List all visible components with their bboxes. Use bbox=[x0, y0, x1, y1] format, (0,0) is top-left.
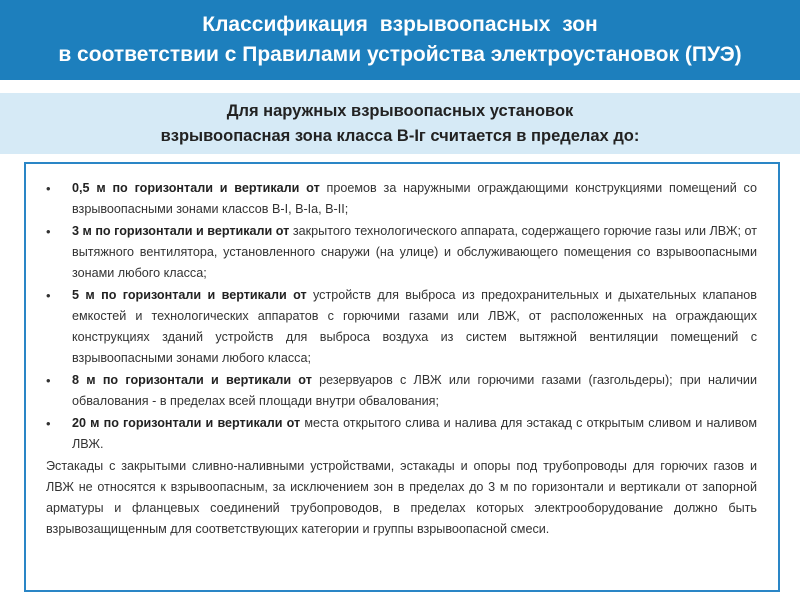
list-item bbox=[46, 413, 757, 455]
item-text: резервуаров с ЛВЖ или горючими газами (газгольдеры); при наличии обвалования - в пределах всей площади внутри обвалования; bbox=[72, 373, 757, 408]
list-item bbox=[46, 285, 757, 369]
bullet-icon: • bbox=[46, 288, 51, 303]
content-box bbox=[24, 162, 780, 592]
distance-lead: 20 м по горизонтали и вертикали от bbox=[72, 416, 301, 430]
item-text: закрытого технологического аппарата, содержащего горючие газы или ЛВЖ; от вытяжного вентилятора, установленного снаружи (на улице) и обслуживающего помещения со взрывоопасными зонами любого класса; bbox=[72, 224, 757, 280]
bullet-icon: • bbox=[46, 181, 51, 196]
subtitle-line-2: взрывоопасная зона класса В-Iг считается в пределах до: bbox=[160, 127, 640, 145]
note-paragraph: Эстакады с закрытыми сливно-наливными устройствами, эстакады и опоры под трубопроводы для горючих газов и ЛВЖ не относятся к взрывоопасным, за исключением зон в пределах до 3 м по горизонтали и вертикали от запорной арматуры и фланцевых соединений трубопроводов, в пределах которых электрооборудование должно быть взрывозащищенным для соответствующих категории и группы взрывоопасной смеси. bbox=[46, 459, 757, 536]
list-item bbox=[46, 370, 757, 412]
item-text: устройств для выброса из предохранительных и дыхательных клапанов емкостей и технологических аппаратов с горючими газами или ЛВЖ, от расположенных на ограждающих конструкциях зданий устройств для выброса воздуха из систем вытяжной вентиляции помещений с взрывоопасными зонами любого класса; bbox=[72, 288, 757, 365]
bullet-icon: • bbox=[46, 373, 51, 388]
item-text: проемов за наружными ограждающими конструкциями помещений со взрывоопасными зонами классов В-I, В-Iа, В-II; bbox=[72, 181, 757, 216]
distance-lead: 0,5 м по горизонтали и вертикали от bbox=[72, 181, 320, 195]
bullet-icon: • bbox=[46, 416, 51, 431]
distance-lead: 5 м по горизонтали и вертикали от bbox=[72, 288, 307, 302]
title-line-1: Классификация взрывоопасных зон bbox=[202, 13, 598, 36]
distance-lead: 8 м по горизонтали и вертикали от bbox=[72, 373, 312, 387]
title-banner bbox=[0, 0, 800, 80]
bullet-icon: • bbox=[46, 224, 51, 239]
list-item bbox=[46, 221, 757, 284]
list-item bbox=[46, 178, 757, 220]
distance-lead: 3 м по горизонтали и вертикали от bbox=[72, 224, 290, 238]
subtitle-line-1: Для наружных взрывоопасных установок bbox=[226, 102, 574, 120]
item-text: места открытого слива и налива для эстакад с открытым сливом и наливом ЛВЖ. bbox=[72, 416, 757, 451]
subtitle-banner bbox=[0, 93, 800, 154]
title-line-2: в соответствии с Правилами устройства электроустановок (ПУЭ) bbox=[58, 43, 742, 66]
